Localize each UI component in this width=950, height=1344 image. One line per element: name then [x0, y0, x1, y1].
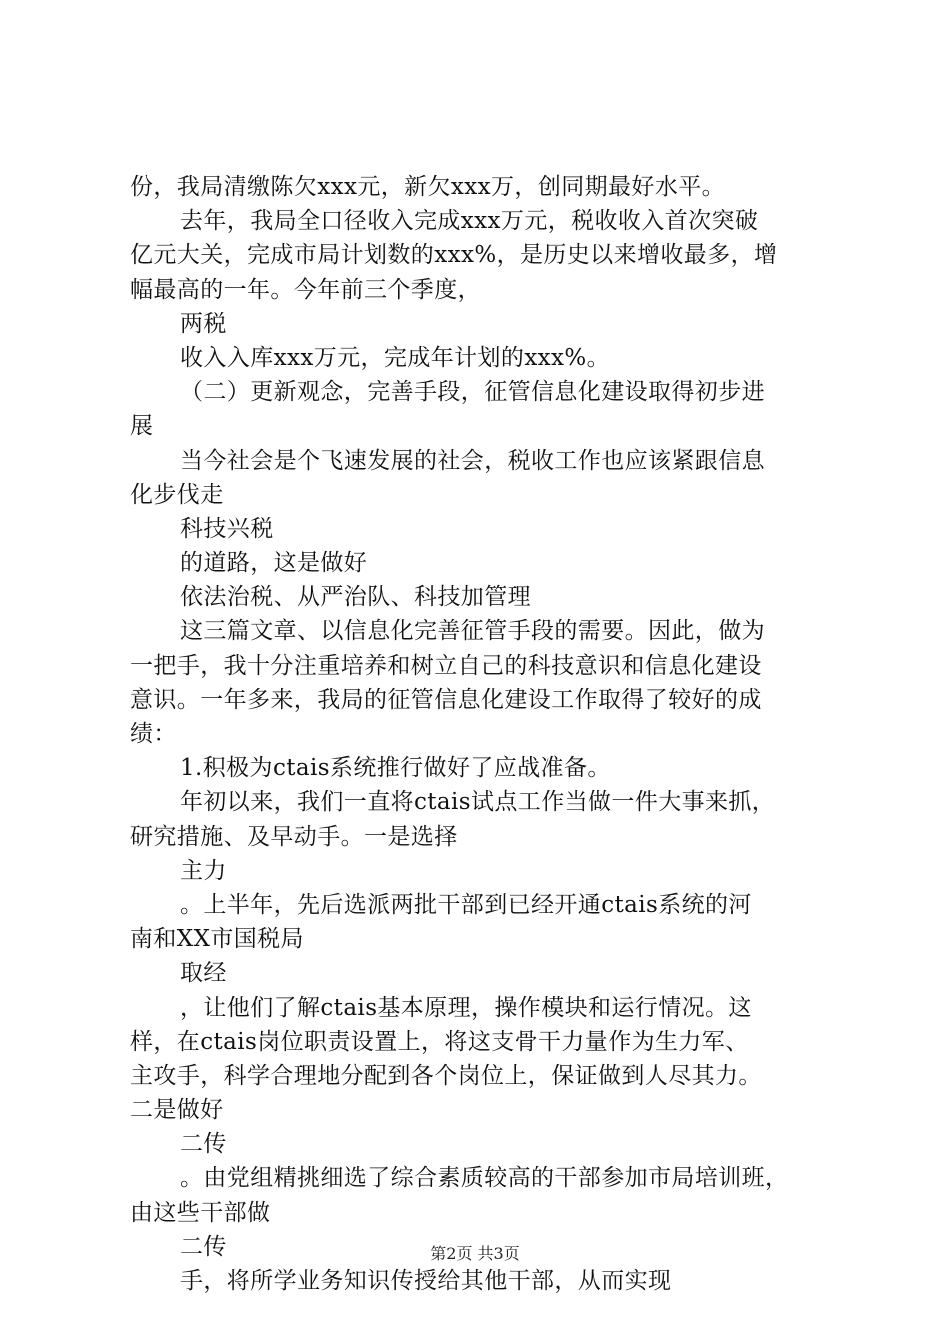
text-line: 取经 [180, 960, 227, 987]
text-line: 亿元大关，完成市局计划数的xxx%，是历史以来增收最多，增 [130, 242, 778, 269]
text-line: 化步伐走 [130, 481, 224, 508]
text-line: 样，在ctais岗位职责设置上，将这支骨干力量作为生力军、 [130, 1028, 749, 1055]
text-line: ，让他们了解ctais基本原理，操作模块和运行情况。这 [180, 994, 752, 1021]
text-line: 研究措施、及早动手。一是选择 [130, 823, 458, 850]
text-line: 科技兴税 [180, 515, 274, 542]
text-line: 二传 [180, 1233, 227, 1260]
text-line: 二传 [180, 1131, 227, 1158]
text-line: 份，我局清缴陈欠xxx元，新欠xxx万，创同期最好水平。 [130, 174, 726, 200]
text-line: 两税 [180, 310, 227, 337]
text-line: 主攻手，科学合理地分配到各个岗位上，保证做到人尽其力。 [130, 1062, 762, 1089]
text-line: 。由党组精挑细选了综合素质较高的干部参加市局培训班， [180, 1165, 789, 1192]
text-line: 意识。一年多来，我局的征管信息化建设工作取得了较好的成 [130, 686, 762, 713]
document-body [130, 170, 830, 1298]
text-line: 的道路，这是做好 [180, 550, 368, 577]
text-line: 这三篇文章、以信息化完善征管手段的需要。因此，做为 [180, 618, 765, 645]
text-line: （二）更新观念，完善手段，征管信息化建设取得初步进 [180, 379, 765, 406]
page-footer: 第2页 共3页 [430, 1244, 520, 1263]
text-line: 去年，我局全口径收入完成xxx万元，税收收入首次突破 [180, 208, 759, 235]
text-line: 年初以来，我们一直将ctais试点工作当做一件大事来抓， [180, 789, 776, 816]
text-line: 1.积极为ctais系统推行做好了应战准备。 [180, 755, 611, 782]
text-line: 依法治税、从严治队、科技加管理 [180, 584, 531, 611]
text-line: 当今社会是个飞速发展的社会，税收工作也应该紧跟信息 [180, 447, 765, 474]
text-line: 。上半年，先后选派两批干部到已经开通ctais系统的河 [180, 891, 752, 918]
text-line: 绩： [130, 721, 177, 747]
text-line: 由这些干部做 [130, 1199, 271, 1226]
text-line: 幅最高的一年。今年前三个季度， [130, 276, 481, 303]
text-line: 一把手，我十分注重培养和树立自己的科技意识和信息化建设 [130, 652, 762, 679]
text-line: 南和XX市国税局 [130, 926, 304, 953]
text-line: 展 [130, 413, 154, 440]
text-line: 主力 [180, 857, 227, 884]
text-line: 收入入库xxx万元，完成年计划的xxx%。 [180, 344, 611, 371]
text-line: 手，将所学业务知识传授给其他干部，从而实现 [180, 1268, 672, 1294]
text-line: 二是做好 [130, 1097, 224, 1124]
